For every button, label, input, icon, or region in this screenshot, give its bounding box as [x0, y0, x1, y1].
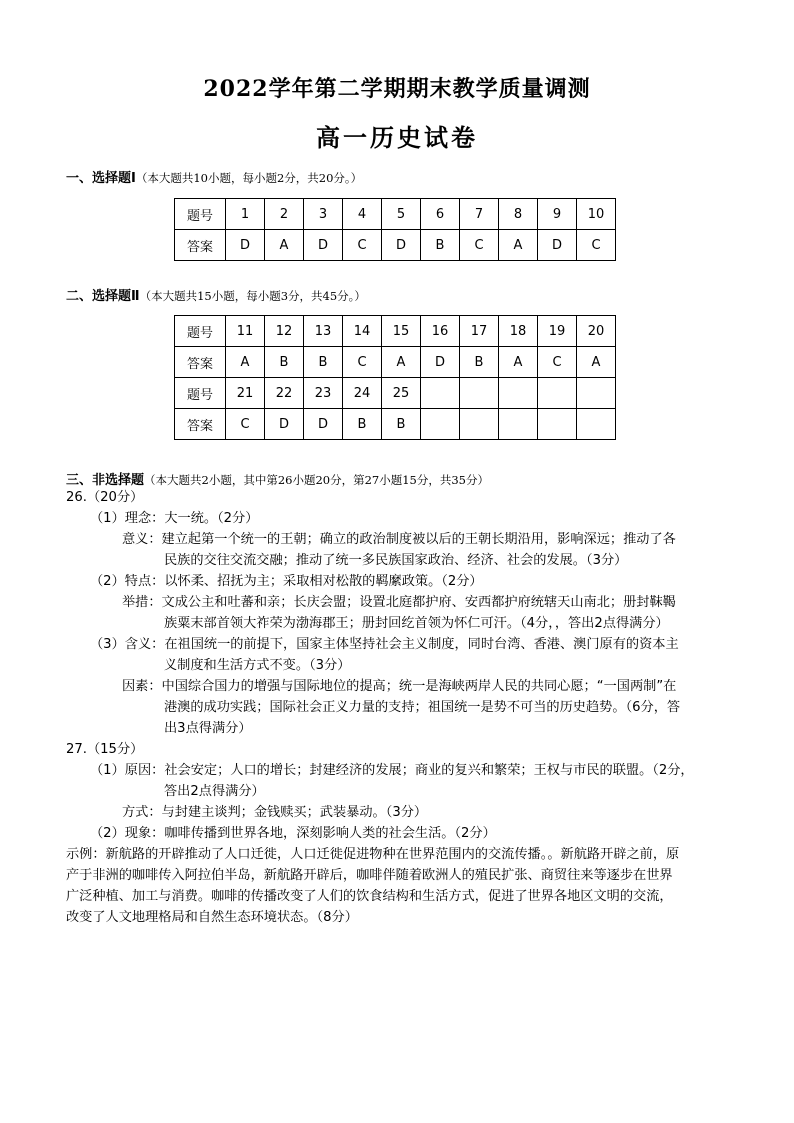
answer-cell: C [577, 230, 616, 261]
question-number: 22 [265, 378, 304, 409]
q26-part1-concept: （1）理念：大一统。（2分） [90, 511, 259, 526]
row-label: 题号 [175, 316, 226, 347]
row-label: 题号 [175, 378, 226, 409]
q26-part2-measures: 举措：文成公主和吐蕃和亲；长庆会盟；设置北庭都护府、安西都护府统辖天山南北；册封靺鞨 [122, 595, 676, 610]
question-number: 14 [343, 316, 382, 347]
question-number: 3 [304, 199, 343, 230]
question-number: 12 [265, 316, 304, 347]
question-number: 5 [382, 199, 421, 230]
question-number: 13 [304, 316, 343, 347]
question-number: 19 [538, 316, 577, 347]
table-row [175, 199, 616, 230]
empty-cell [577, 409, 616, 440]
table-row [175, 230, 616, 261]
section1-answer-table [174, 198, 616, 261]
empty-cell [577, 378, 616, 409]
question-number: 18 [499, 316, 538, 347]
answer-cell: C [226, 409, 265, 440]
section1-heading: 一、选择题Ⅰ [66, 171, 136, 186]
row-label: 答案 [175, 347, 226, 378]
empty-cell [460, 409, 499, 440]
empty-cell [421, 378, 460, 409]
section1-note: （本大题共10小题，每小题2分，共20分。） [135, 171, 363, 185]
question-number: 23 [304, 378, 343, 409]
question-number: 24 [343, 378, 382, 409]
question-number: 10 [577, 199, 616, 230]
question-number: 21 [226, 378, 265, 409]
q26-part3-factors-cont2: 出3点得满分） [164, 721, 252, 736]
section2-answer-table [174, 315, 616, 440]
table-row [175, 347, 616, 378]
question-number: 20 [577, 316, 616, 347]
row-label: 题号 [175, 199, 226, 230]
answer-cell: D [538, 230, 577, 261]
q27-example-cont1: 产于非洲的咖啡传入阿拉伯半岛，新航路开辟后，咖啡伴随着欧洲人的殖民扩张、商贸往来等逐步在世界 [66, 868, 673, 883]
question-number: 4 [343, 199, 382, 230]
table-row [175, 409, 616, 440]
exam-title: 2022学年第二学期期末教学质量调测 [203, 76, 591, 102]
question-number: 25 [382, 378, 421, 409]
q26-part1-significance-cont: 民族的交往交流交融；推动了统一多民族国家政治、经济、社会的发展。（3分） [164, 553, 628, 568]
question-number: 15 [382, 316, 421, 347]
q26-part2-measures-cont: 族粟末部首领大祚荣为渤海郡王；册封回纥首领为怀仁可汗。（4分，，答出2点得满分） [164, 616, 669, 631]
section3-note: （本大题共2小题，其中第26小题20分，第27小题15分，共35分） [144, 473, 489, 487]
answer-cell: A [577, 347, 616, 378]
answer-cell: C [460, 230, 499, 261]
q27-part1-causes-cont: 答出2点得满分） [164, 784, 265, 799]
answer-cell: D [382, 230, 421, 261]
section2-note: （本大题共15小题，每小题3分，共45分。） [139, 289, 366, 303]
q26-part2-features: （2）特点：以怀柔、招抚为主；采取相对松散的羁縻政策。（2分） [90, 574, 483, 589]
answer-cell: C [343, 230, 382, 261]
question-number: 9 [538, 199, 577, 230]
section3-heading: 三、非选择题 [66, 473, 145, 488]
answer-cell: B [460, 347, 499, 378]
empty-cell [499, 378, 538, 409]
answer-cell: D [265, 409, 304, 440]
answer-cell: D [304, 230, 343, 261]
section1-header [66, 167, 362, 186]
empty-cell [538, 378, 577, 409]
empty-cell [499, 409, 538, 440]
q27-example-cont2: 广泛种植、加工与消费。咖啡的传播改变了人们的饮食结构和生活方式，促进了世界各地区文明的交流， [66, 889, 673, 904]
answer-cell: A [499, 230, 538, 261]
section2-heading: 二、选择题Ⅱ [66, 289, 140, 304]
table-row [175, 378, 616, 409]
q27-part1-methods: 方式：与封建主谈判；金钱赎买；武装暴动。（3分） [122, 805, 428, 820]
q27-header: 27.（15分） [66, 742, 144, 757]
q26-part3-factors: 因素：中国综合国力的增强与国际地位的提高；统一是海峡两岸人民的共同心愿；“一国两制”在 [122, 679, 677, 694]
question-number: 1 [226, 199, 265, 230]
q26-part3-factors-cont: 港澳的成功实践；国际社会正义力量的支持；祖国统一是势不可当的历史趋势。（6分，答 [164, 700, 681, 715]
answer-cell: C [343, 347, 382, 378]
question-number: 7 [460, 199, 499, 230]
answer-cell: B [343, 409, 382, 440]
table-row [175, 316, 616, 347]
answer-cell: A [499, 347, 538, 378]
answer-cell: C [538, 347, 577, 378]
empty-cell [421, 409, 460, 440]
q26-part3-meaning-cont: 义制度和生活方式不变。（3分） [164, 658, 351, 673]
question-number: 8 [499, 199, 538, 230]
q27-part2-phenomenon: （2）现象：咖啡传播到世界各地，深刻影响人类的社会生活。（2分） [90, 826, 496, 841]
answer-cell: D [226, 230, 265, 261]
answer-cell: B [265, 347, 304, 378]
section2-header [66, 285, 366, 304]
q26-header: 26.（20分） [66, 490, 144, 505]
answer-cell: B [421, 230, 460, 261]
exam-subtitle: 高一历史试卷 [316, 123, 478, 152]
row-label: 答案 [175, 230, 226, 261]
q27-example: 示例：新航路的开辟推动了人口迁徙，人口迁徙促进物种在世界范围内的交流传播。。新航路开辟之前，原 [66, 847, 680, 862]
q27-part1-causes: （1）原因：社会安定；人口的增长；封建经济的发展；商业的复兴和繁荣；王权与市民的联盟。（2分， [90, 763, 694, 778]
answer-cell: D [421, 347, 460, 378]
empty-cell [460, 378, 499, 409]
question-number: 6 [421, 199, 460, 230]
answer-cell: A [226, 347, 265, 378]
question-number: 11 [226, 316, 265, 347]
section3-header [66, 469, 489, 488]
question-number: 17 [460, 316, 499, 347]
answer-cell: A [265, 230, 304, 261]
answer-cell: D [304, 409, 343, 440]
empty-cell [538, 409, 577, 440]
question-number: 16 [421, 316, 460, 347]
answer-cell: A [382, 347, 421, 378]
q26-part1-significance: 意义：建立起第一个统一的王朝；确立的政治制度被以后的王朝长期沿用，影响深远；推动了各 [122, 532, 676, 547]
question-number: 2 [265, 199, 304, 230]
q27-example-cont3: 改变了人文地理格局和自然生态环境状态。（8分） [66, 910, 358, 925]
row-label: 答案 [175, 409, 226, 440]
answer-cell: B [382, 409, 421, 440]
answer-cell: B [304, 347, 343, 378]
q26-part3-meaning: （3）含义：在祖国统一的前提下，国家主体坚持社会主义制度，同时台湾、香港、澳门原有的资本主 [90, 637, 679, 652]
